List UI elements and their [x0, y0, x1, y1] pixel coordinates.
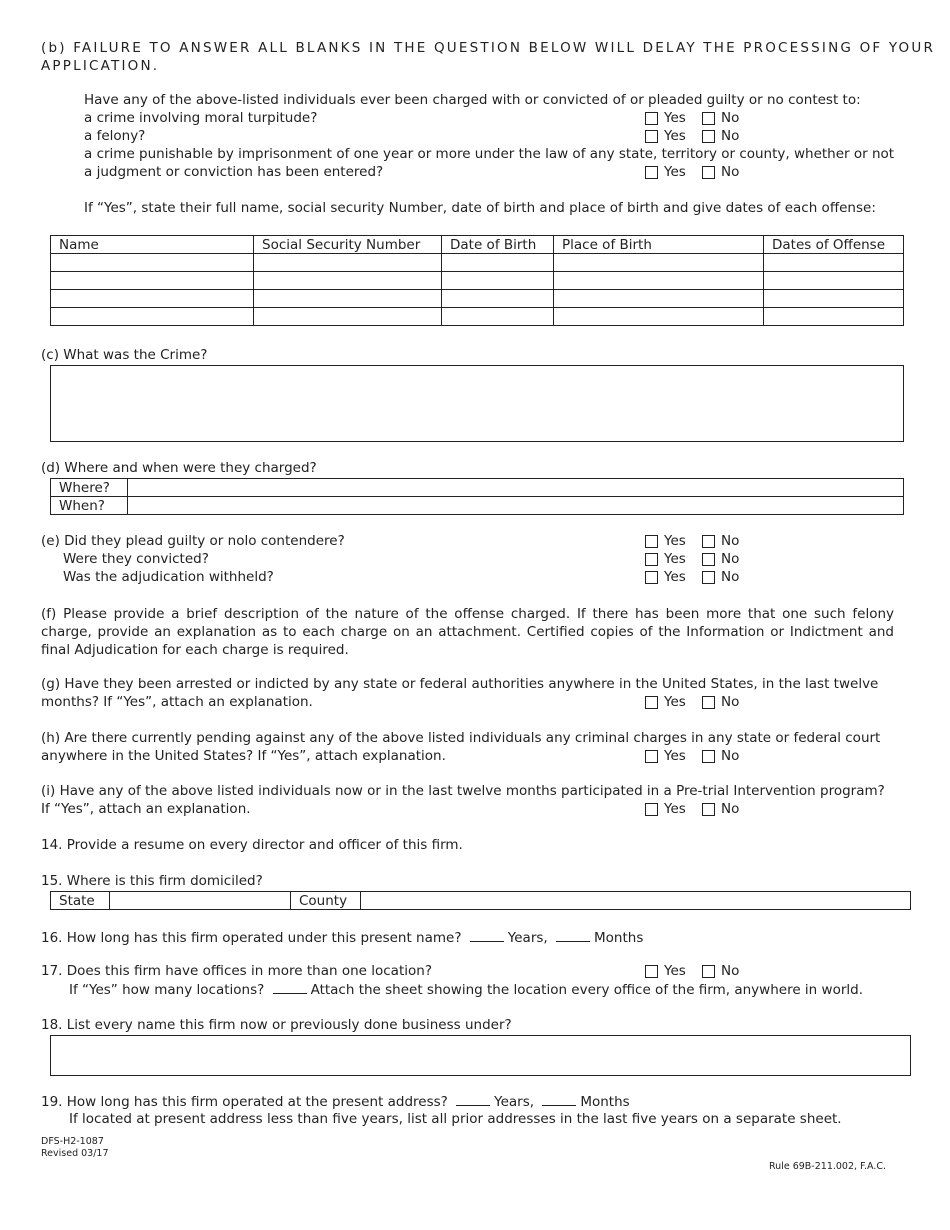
table-cell[interactable] — [442, 290, 554, 308]
table-row — [51, 497, 904, 515]
table-cell[interactable] — [442, 272, 554, 290]
when-field[interactable] — [128, 497, 904, 515]
column-header-ssn: Social Security Number — [254, 236, 442, 254]
table-cell[interactable] — [554, 272, 764, 290]
no-label: No — [721, 694, 740, 710]
yes-label: Yes — [664, 128, 686, 144]
charged-table — [50, 478, 904, 515]
table-cell[interactable] — [254, 290, 442, 308]
months-blank[interactable] — [542, 1093, 576, 1106]
yes-label: Yes — [664, 801, 686, 817]
rule-reference: Rule 69B-211.002, F.A.C. — [769, 1161, 887, 1172]
section-e-question-3: Was the adjudication withheld? — [63, 569, 274, 585]
section-h-question-cont: anywhere in the United States? If “Yes”, attach explanation. — [41, 748, 446, 764]
section-b-question-1: a crime involving moral turpitude? — [84, 110, 318, 126]
table-row — [51, 892, 911, 910]
months-label: Months — [594, 930, 644, 946]
state-field[interactable] — [110, 892, 291, 910]
offense-table — [50, 235, 904, 326]
table-cell[interactable] — [51, 272, 254, 290]
business-names-field[interactable] — [50, 1035, 911, 1076]
section-c-question: (c) What was the Crime? — [41, 347, 208, 363]
no-checkbox[interactable] — [702, 965, 715, 978]
no-checkbox[interactable] — [702, 750, 715, 763]
section-f-text: (f) Please provide a brief description of the nature of the offense charged. If there has been more that one such felony charge, provide an explanation as to each charge on an attachment. Certified copies of the Information or Indictment and final Adjudication for each charge is required. — [41, 606, 894, 658]
table-cell[interactable] — [51, 308, 254, 326]
no-checkbox[interactable] — [702, 553, 715, 566]
yes-label: Yes — [664, 110, 686, 126]
table-row — [51, 290, 904, 308]
question-19-text: 19. How long has this firm operated at the present address? — [41, 1094, 448, 1110]
locations-blank[interactable] — [273, 981, 307, 994]
no-label: No — [721, 551, 740, 567]
no-checkbox[interactable] — [702, 803, 715, 816]
column-header-dob: Date of Birth — [442, 236, 554, 254]
section-g-question-cont: months? If “Yes”, attach an explanation. — [41, 694, 313, 710]
table-cell[interactable] — [442, 254, 554, 272]
table-row — [51, 479, 904, 497]
table-cell[interactable] — [554, 290, 764, 308]
question-19-cont: If located at present address less than five years, list all prior addresses in the last five years on a separate sheet. — [69, 1111, 842, 1127]
no-label: No — [721, 963, 740, 979]
yes-label: Yes — [664, 963, 686, 979]
table-row — [51, 254, 904, 272]
no-label: No — [721, 128, 740, 144]
no-checkbox[interactable] — [702, 571, 715, 584]
no-checkbox[interactable] — [702, 696, 715, 709]
yes-checkbox[interactable] — [645, 553, 658, 566]
county-label: County — [291, 892, 361, 910]
question-19 — [41, 1093, 630, 1110]
no-checkbox[interactable] — [702, 112, 715, 125]
question-14: 14. Provide a resume on every director and officer of this firm. — [41, 837, 463, 853]
section-b-question-3: a crime punishable by imprisonment of one year or more under the law of any state, territory or county, whether or not — [84, 146, 895, 162]
yes-label: Yes — [664, 569, 686, 585]
no-checkbox[interactable] — [702, 166, 715, 179]
question-17: 17. Does this firm have offices in more than one location? — [41, 963, 432, 979]
table-cell[interactable] — [764, 308, 904, 326]
years-blank[interactable] — [456, 1093, 490, 1106]
section-b-question-3-cont: a judgment or conviction has been entered? — [84, 164, 384, 180]
yes-label: Yes — [664, 694, 686, 710]
table-cell[interactable] — [51, 254, 254, 272]
yes-checkbox[interactable] — [645, 166, 658, 179]
section-h-question: (h) Are there currently pending against any of the above listed individuals any criminal charges in any state or federal court — [41, 730, 881, 746]
yes-checkbox[interactable] — [645, 535, 658, 548]
yes-label: Yes — [664, 164, 686, 180]
no-label: No — [721, 569, 740, 585]
table-cell[interactable] — [554, 254, 764, 272]
no-label: No — [721, 533, 740, 549]
table-cell[interactable] — [51, 290, 254, 308]
county-field[interactable] — [361, 892, 911, 910]
yes-checkbox[interactable] — [645, 130, 658, 143]
section-b-heading-cont: APPLICATION. — [41, 58, 160, 74]
table-cell[interactable] — [254, 254, 442, 272]
locations-label: If “Yes” how many locations? — [69, 982, 265, 998]
where-field[interactable] — [128, 479, 904, 497]
no-label: No — [721, 801, 740, 817]
months-blank[interactable] — [556, 929, 590, 942]
question-18: 18. List every name this firm now or previously done business under? — [41, 1017, 512, 1033]
no-label: No — [721, 110, 740, 126]
revision-date: Revised 03/17 — [41, 1148, 109, 1159]
column-header-pob: Place of Birth — [554, 236, 764, 254]
when-label: When? — [51, 497, 128, 515]
table-cell[interactable] — [254, 272, 442, 290]
no-checkbox[interactable] — [702, 535, 715, 548]
question-15: 15. Where is this firm domiciled? — [41, 873, 263, 889]
section-b-heading: (b) FAILURE TO ANSWER ALL BLANKS IN THE QUESTION BELOW WILL DELAY THE PROCESSING OF YOUR — [41, 40, 936, 56]
table-cell[interactable] — [764, 272, 904, 290]
years-label: Years, — [494, 1094, 535, 1110]
table-cell[interactable] — [442, 308, 554, 326]
state-label: State — [51, 892, 110, 910]
yes-label: Yes — [664, 748, 686, 764]
section-g-question: (g) Have they been arrested or indicted by any state or federal authorities anywhere in the United States, in the last twelve — [41, 676, 879, 692]
table-header-row — [51, 236, 904, 254]
yes-checkbox[interactable] — [645, 696, 658, 709]
question-16 — [41, 929, 643, 946]
years-blank[interactable] — [470, 929, 504, 942]
no-label: No — [721, 748, 740, 764]
section-b-intro: Have any of the above-listed individuals ever been charged with or convicted of or pleaded guilty or no contest to: — [84, 92, 861, 108]
column-header-name: Name — [51, 236, 254, 254]
where-label: Where? — [51, 479, 128, 497]
section-b-question-2: a felony? — [84, 128, 146, 144]
domicile-table — [50, 891, 911, 910]
crime-description-field[interactable] — [50, 365, 904, 442]
section-b-if-yes: If “Yes”, state their full name, social security Number, date of birth and place of birth and give dates of each offense: — [84, 200, 876, 216]
table-cell[interactable] — [554, 308, 764, 326]
table-row — [51, 308, 904, 326]
yes-label: Yes — [664, 533, 686, 549]
table-cell[interactable] — [254, 308, 442, 326]
yes-checkbox[interactable] — [645, 965, 658, 978]
yes-checkbox[interactable] — [645, 750, 658, 763]
no-label: No — [721, 164, 740, 180]
table-cell[interactable] — [764, 254, 904, 272]
table-cell[interactable] — [764, 290, 904, 308]
section-i-question-cont: If “Yes”, attach an explanation. — [41, 801, 251, 817]
yes-checkbox[interactable] — [645, 571, 658, 584]
no-checkbox[interactable] — [702, 130, 715, 143]
question-17-cont — [69, 981, 863, 998]
section-e-question-1: (e) Did they plead guilty or nolo contendere? — [41, 533, 345, 549]
months-label: Months — [580, 1094, 630, 1110]
years-label: Years, — [507, 930, 548, 946]
yes-checkbox[interactable] — [645, 112, 658, 125]
yes-label: Yes — [664, 551, 686, 567]
section-e-question-2: Were they convicted? — [63, 551, 209, 567]
section-d-question: (d) Where and when were they charged? — [41, 460, 317, 476]
column-header-dates-of-offense: Dates of Offense — [764, 236, 904, 254]
yes-checkbox[interactable] — [645, 803, 658, 816]
section-i-question: (i) Have any of the above listed individuals now or in the last twelve months participated in a Pre-trial Intervention program? — [41, 783, 885, 799]
form-id: DFS-H2-1087 — [41, 1136, 104, 1147]
table-row — [51, 272, 904, 290]
locations-instruction: Attach the sheet showing the location every office of the firm, anywhere in world. — [310, 982, 863, 998]
question-16-text: 16. How long has this firm operated under this present name? — [41, 930, 462, 946]
